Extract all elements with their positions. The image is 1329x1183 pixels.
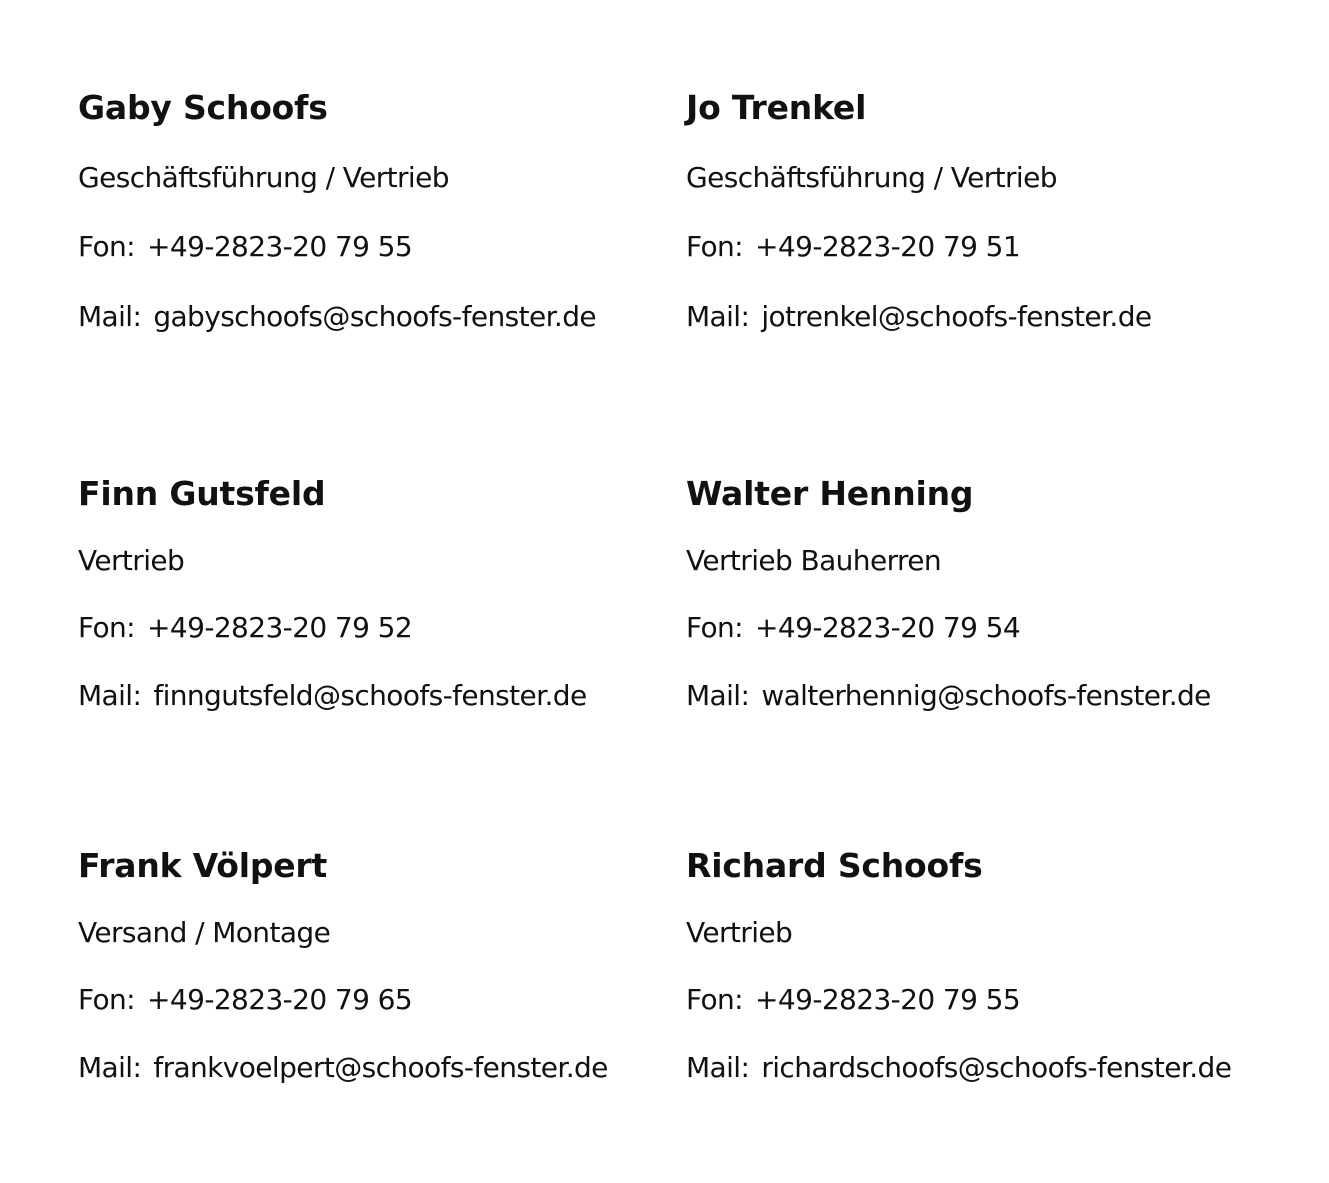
phone-label: Fon: [686,611,744,644]
contact-name: Finn Gutsfeld [78,474,326,513]
phone-number: +49-2823-20 79 54 [755,611,1021,644]
phone-label: Fon: [78,611,136,644]
phone-number: +49-2823-20 79 65 [147,983,413,1016]
contact-name: Gaby Schoofs [78,88,328,127]
phone-number: +49-2823-20 79 55 [147,230,413,263]
contact-mail-line [686,299,1152,335]
contact-phone-line [78,982,412,1018]
contact-mail-line [78,299,596,335]
mail-label: Mail: [78,679,142,712]
mail-label: Mail: [78,1051,142,1084]
email-link[interactable]: finngutsfeld@schoofs-fenster.de [153,679,587,712]
contact-mail-line [686,678,1211,714]
contact-role: Geschäftsführung / Vertrieb [686,161,1057,194]
email-link[interactable]: jotrenkel@schoofs-fenster.de [761,300,1152,333]
email-link[interactable]: walterhennig@schoofs-fenster.de [761,679,1211,712]
contact-role: Vertrieb [686,916,793,949]
contact-role: Geschäftsführung / Vertrieb [78,161,449,194]
phone-label: Fon: [78,230,136,263]
mail-label: Mail: [686,300,750,333]
email-link[interactable]: gabyschoofs@schoofs-fenster.de [153,300,597,333]
contact-mail-line [686,1050,1231,1086]
mail-label: Mail: [686,1051,750,1084]
contact-phone-line [686,229,1020,265]
email-link[interactable]: frankvoelpert@schoofs-fenster.de [153,1051,608,1084]
email-link[interactable]: richardschoofs@schoofs-fenster.de [761,1051,1232,1084]
phone-number: +49-2823-20 79 52 [147,611,413,644]
contact-name: Richard Schoofs [686,846,983,885]
contact-role: Vertrieb [78,544,185,577]
contact-phone-line [78,610,412,646]
phone-label: Fon: [686,983,744,1016]
contact-role: Vertrieb Bauherren [686,544,942,577]
contact-role: Versand / Montage [78,916,331,949]
mail-label: Mail: [78,300,142,333]
contact-mail-line [78,678,587,714]
contact-name: Jo Trenkel [686,88,867,127]
contact-phone-line [686,610,1020,646]
phone-number: +49-2823-20 79 55 [755,983,1021,1016]
contact-mail-line [78,1050,608,1086]
phone-label: Fon: [78,983,136,1016]
contact-name: Frank Völpert [78,846,328,885]
contact-phone-line [686,982,1020,1018]
contact-phone-line [78,229,412,265]
phone-number: +49-2823-20 79 51 [755,230,1021,263]
mail-label: Mail: [686,679,750,712]
phone-label: Fon: [686,230,744,263]
contact-name: Walter Henning [686,474,974,513]
